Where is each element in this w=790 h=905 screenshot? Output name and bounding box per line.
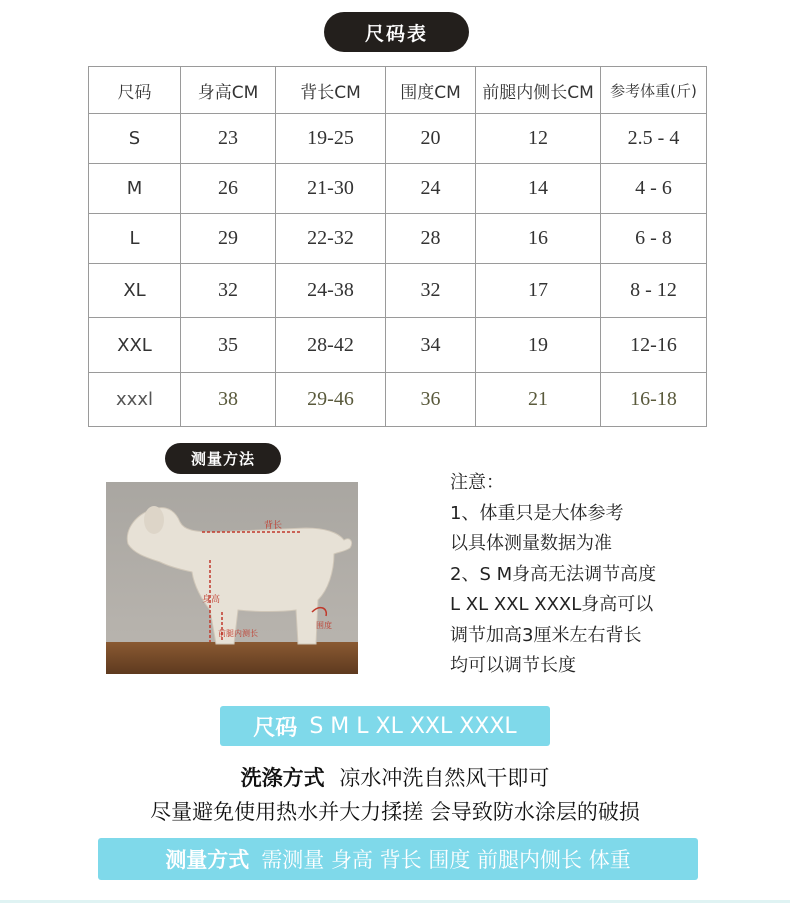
cell-front-leg: 16: [476, 214, 601, 264]
cell-size: S: [89, 114, 181, 164]
measure-method-label: 测量方法: [165, 443, 281, 474]
cell-girth: 20: [386, 114, 476, 164]
wash-instructions: [0, 762, 790, 792]
cell-girth: 36: [386, 373, 476, 427]
notes-line: 1、体重只是大体参考: [450, 502, 624, 524]
header-back-length: 背长CM: [276, 67, 386, 114]
cell-height: 38: [181, 373, 276, 427]
bottom-divider: [0, 900, 790, 903]
size-table: [88, 66, 707, 427]
dog-mannequin-illustration: [106, 482, 358, 674]
height-annotation: 身高: [202, 595, 221, 605]
cell-back-length: 19-25: [276, 114, 386, 164]
size-options-label: 尺码: [253, 715, 298, 741]
cell-weight: 4 - 6: [601, 164, 707, 214]
front-leg-annotation: 前腿内测长: [218, 629, 258, 638]
measure-method-band: [98, 838, 698, 880]
table-header-row: [89, 67, 707, 114]
cell-size: xxxl: [89, 373, 181, 427]
cell-front-leg: 17: [476, 264, 601, 318]
table-row: [89, 373, 707, 427]
cell-girth: 24: [386, 164, 476, 214]
cell-height: 29: [181, 214, 276, 264]
notes-line: L XL XXL XXXL身高可以: [450, 594, 654, 615]
cell-front-leg: 12: [476, 114, 601, 164]
cell-size: XL: [89, 264, 181, 318]
cell-girth: 34: [386, 318, 476, 373]
table-row: [89, 164, 707, 214]
cell-back-length: 29-46: [276, 373, 386, 427]
header-weight: 参考体重(斤): [601, 67, 707, 114]
header-size: 尺码: [89, 67, 181, 114]
cell-size: M: [89, 164, 181, 214]
girth-annotation: 围度: [316, 621, 332, 630]
wash-text: 凉水冲洗自然风干即可: [339, 766, 550, 790]
cell-girth: 32: [386, 264, 476, 318]
notes-title: 注意：: [450, 472, 504, 493]
back-length-annotation: 背长: [264, 521, 283, 531]
size-options-band: [220, 706, 550, 746]
cell-weight: 16-18: [601, 373, 707, 427]
cell-weight: 2.5 - 4: [601, 114, 707, 164]
dog-mannequin-photo: [106, 482, 358, 674]
cell-front-leg: 19: [476, 318, 601, 373]
wash-warning: 尽量避免使用热水并大力揉搓 会导致防水涂层的破损: [150, 800, 640, 824]
cell-back-length: 21-30: [276, 164, 386, 214]
notes-line: 均可以调节长度: [450, 655, 576, 676]
measure-method-band-label: 测量方式: [165, 848, 250, 872]
header-girth: 围度CM: [386, 67, 476, 114]
cell-size: L: [89, 214, 181, 264]
header-height: 身高CM: [181, 67, 276, 114]
table-row: [89, 318, 707, 373]
cell-back-length: 28-42: [276, 318, 386, 373]
cell-height: 23: [181, 114, 276, 164]
table-row: [89, 114, 707, 164]
cell-height: 26: [181, 164, 276, 214]
cell-weight: 6 - 8: [601, 214, 707, 264]
notes-line: 以具体测量数据为准: [450, 533, 612, 554]
size-chart-title: 尺码表: [324, 12, 469, 52]
measure-method-band-value: 需测量 身高 背长 围度 前腿内侧长 体重: [261, 848, 631, 872]
wash-label: 洗涤方式: [240, 766, 325, 790]
cell-height: 32: [181, 264, 276, 318]
cell-weight: 8 - 12: [601, 264, 707, 318]
table-row: [89, 214, 707, 264]
notes-block: [450, 468, 780, 682]
header-front-leg: 前腿内侧长CM: [476, 67, 601, 114]
cell-front-leg: 21: [476, 373, 601, 427]
size-options-value: S M L XL XXL XXXL: [309, 713, 517, 739]
notes-line: 调节加高3厘米左右背长: [450, 624, 642, 646]
cell-back-length: 22-32: [276, 214, 386, 264]
cell-size: XXL: [89, 318, 181, 373]
cell-front-leg: 14: [476, 164, 601, 214]
table-row: [89, 264, 707, 318]
cell-height: 35: [181, 318, 276, 373]
cell-back-length: 24-38: [276, 264, 386, 318]
cell-weight: 12-16: [601, 318, 707, 373]
cell-girth: 28: [386, 214, 476, 264]
notes-line: 2、S M身高无法调节高度: [450, 563, 657, 585]
